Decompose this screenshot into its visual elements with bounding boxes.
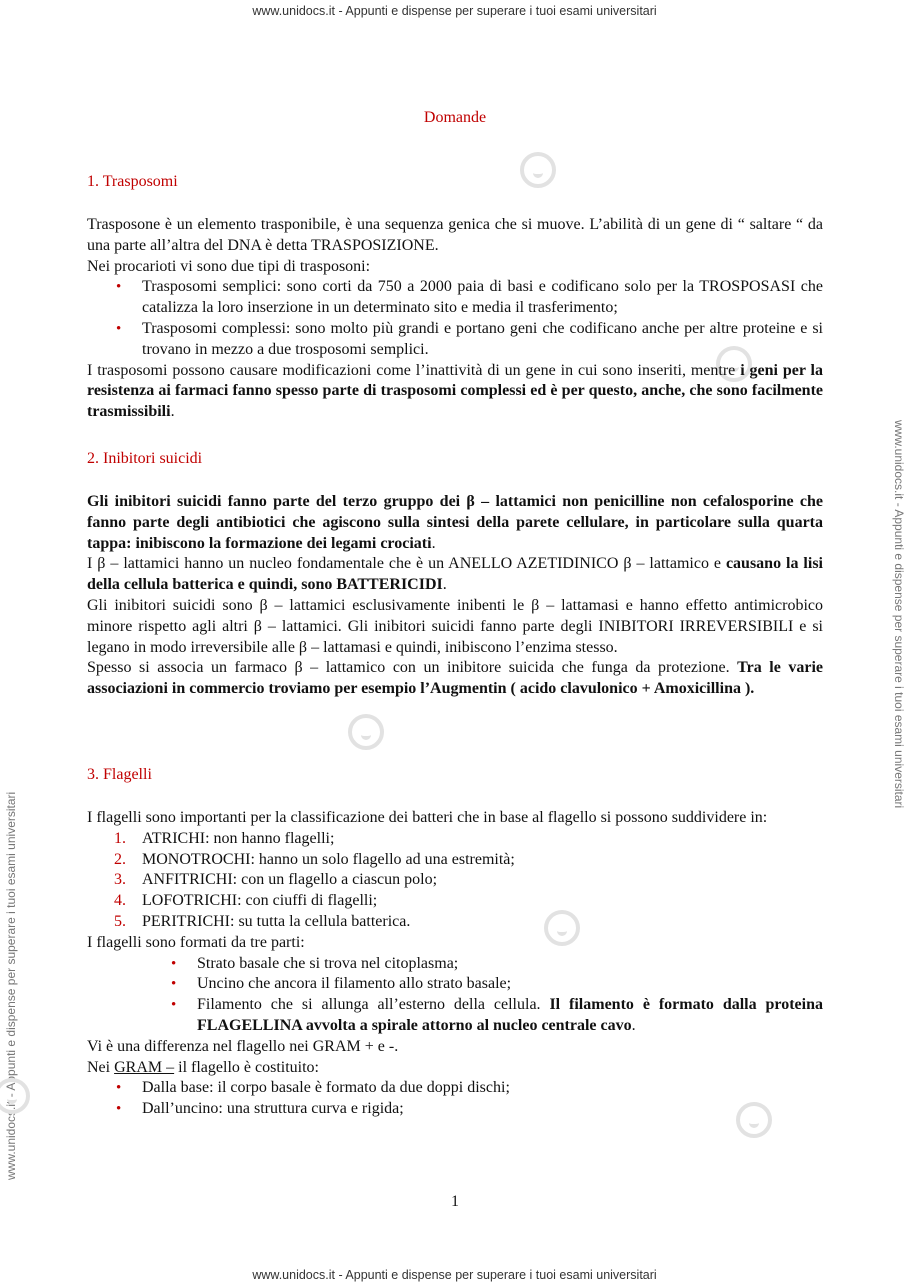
list-text: PERITRICHI: su tutta la cellula batterica. bbox=[142, 912, 411, 930]
list-item: • Trasposomi semplici: sono corti da 750 a 2000 paia di basi e codificano solo per la TROSPOSASI che catalizza la loro inserzione in un determinato sito e media il trasferimento; bbox=[142, 277, 823, 319]
paragraph: Gli inibitori suicidi sono β – lattamici esclusivamente inibenti le β – lattamasi e hanno effetto antimicrobico minore rispetto agli altri β – lattamici. Gli inibitori suicidi fanno parte degli INIBITORI IRREVERSIBILI e si legano in modo irreversibile alle β – lattamasi e quindi, inibiscono l’enzima stesso. bbox=[87, 596, 823, 656]
list-text: ANFITRICHI: con un flagello a ciascun polo; bbox=[142, 871, 438, 889]
paragraph bbox=[87, 658, 823, 700]
paragraph: I flagelli sono importanti per la classificazione dei batteri che in base al flagello si possono suddividere in: bbox=[87, 809, 768, 826]
watermark-logo-icon bbox=[0, 1078, 30, 1114]
list-number: 3. bbox=[114, 871, 126, 889]
bold-text: causano la lisi della cellula batterica e quindi, sono BATTERICIDI bbox=[87, 555, 823, 594]
text: il flagello è costituito: bbox=[174, 1058, 319, 1076]
paragraph bbox=[87, 1058, 823, 1079]
watermark-top: www.unidocs.it - Appunti e dispense per superare i tuoi esami universitari bbox=[252, 4, 657, 18]
list-number: 4. bbox=[114, 892, 126, 910]
bullet-list bbox=[197, 954, 823, 1037]
paragraph bbox=[87, 554, 823, 596]
paragraph: Vi è una differenza nel flagello nei GRAM + e -. bbox=[87, 1037, 399, 1055]
bullet-list bbox=[142, 1078, 823, 1120]
list-item bbox=[114, 870, 823, 891]
section-heading-trasposomi: 1. Trasposomi bbox=[87, 173, 178, 190]
paragraph: Nei procarioti vi sono due tipi di trasposoni: bbox=[87, 257, 371, 275]
numbered-list bbox=[114, 829, 823, 933]
section-trasposomi bbox=[87, 215, 823, 423]
list-number: 1. bbox=[114, 829, 126, 847]
list-item bbox=[114, 891, 823, 912]
list-item: • Trasposomi complessi: sono molto più grandi e portano geni che codificano anche per altre proteine e si trovano in mezzo a due trosposomi semplici. bbox=[142, 319, 823, 361]
list-item: • Dalla base: il corpo basale è formato da due doppi dischi; bbox=[142, 1078, 823, 1099]
text: I trasposomi possono causare modificazioni come l’inattività di un gene in cui sono inseriti, mentre bbox=[87, 361, 741, 379]
watermark-logo-icon bbox=[348, 714, 384, 750]
bold-text: Tra le varie associazioni in commercio troviamo per esempio l’Augmentin ( acido clavulonico + Amoxicillina ). bbox=[87, 659, 824, 698]
paragraph bbox=[87, 492, 823, 554]
watermark-bottom: www.unidocs.it - Appunti e dispense per superare i tuoi esami universitari bbox=[252, 1268, 657, 1282]
watermark-left: www.unidocs.it - Appunti e dispense per superare i tuoi esami universitari bbox=[4, 791, 18, 1180]
text: . bbox=[442, 576, 447, 594]
paragraph: I flagelli sono formati da tre parti: bbox=[87, 933, 305, 951]
list-item bbox=[114, 829, 823, 850]
page-number: 1 bbox=[451, 1193, 459, 1210]
text: . bbox=[431, 534, 436, 552]
text: . bbox=[170, 403, 175, 421]
section-heading-inibitori: 2. Inibitori suicidi bbox=[87, 450, 203, 467]
page-title: Domande bbox=[423, 109, 487, 126]
list-item: • Dall’uncino: una struttura curva e rigida; bbox=[142, 1099, 823, 1120]
underlined-text: GRAM – bbox=[114, 1058, 175, 1076]
list-item: • Strato basale che si trova nel citoplasma; bbox=[197, 954, 823, 975]
section-heading-flagelli: 3. Flagelli bbox=[87, 766, 152, 783]
paragraph bbox=[87, 361, 823, 423]
bold-text: Il filamento è formato dalla proteina FLAGELLINA avvolta a spirale attorno al nucleo centrale cavo bbox=[197, 996, 823, 1034]
text: I β – lattamici hanno un nucleo fondamentale che è un ANELLO AZETIDINICO β – lattamico e bbox=[87, 555, 726, 573]
list-text: MONOTROCHI: hanno un solo flagello ad una estremità; bbox=[142, 850, 515, 868]
watermark-logo-icon bbox=[520, 152, 556, 188]
text: Filamento che si allunga all’esterno della cellula. bbox=[197, 996, 550, 1014]
text: . bbox=[631, 1016, 636, 1034]
list-text: ATRICHI: non hanno flagelli; bbox=[142, 829, 335, 847]
list-number: 5. bbox=[114, 912, 126, 930]
list-item bbox=[114, 912, 823, 933]
text: Spesso si associa un farmaco β – lattamico con un inibitore suicida che funga da protezione. bbox=[87, 659, 738, 677]
section-inibitori bbox=[87, 492, 823, 700]
section-flagelli bbox=[87, 808, 823, 1120]
list-item bbox=[197, 995, 823, 1037]
list-item bbox=[114, 850, 823, 871]
list-text: LOFOTRICHI: con ciuffi di flagelli; bbox=[142, 892, 378, 910]
bold-text: i geni per la resistenza ai farmaci fanno spesso parte di trasposomi complessi ed è per questo, anche, che sono facilmente trasmissibili bbox=[87, 361, 824, 421]
watermark-right: www.unidocs.it - Appunti e dispense per superare i tuoi esami universitari bbox=[892, 420, 906, 809]
list-item: • Uncino che ancora il filamento allo strato basale; bbox=[197, 974, 823, 995]
list-number: 2. bbox=[114, 850, 126, 868]
bold-text: Gli inibitori suicidi fanno parte del terzo gruppo dei β – lattamici non penicilline non cefalosporine che fanno parte degli antibiotici che agiscono sulla sintesi della parete cellulare, in particolare sulla quarta tappa: inibiscono la formazione dei legami crociati bbox=[87, 493, 823, 552]
bullet-list bbox=[142, 277, 823, 360]
text: Nei bbox=[87, 1058, 115, 1076]
paragraph: Trasposone è un elemento trasponibile, è una sequenza genica che si muove. L’abilità di un gene di “ saltare “ da una parte all’altra del DNA è detta TRASPOSIZIONE. bbox=[87, 216, 823, 254]
